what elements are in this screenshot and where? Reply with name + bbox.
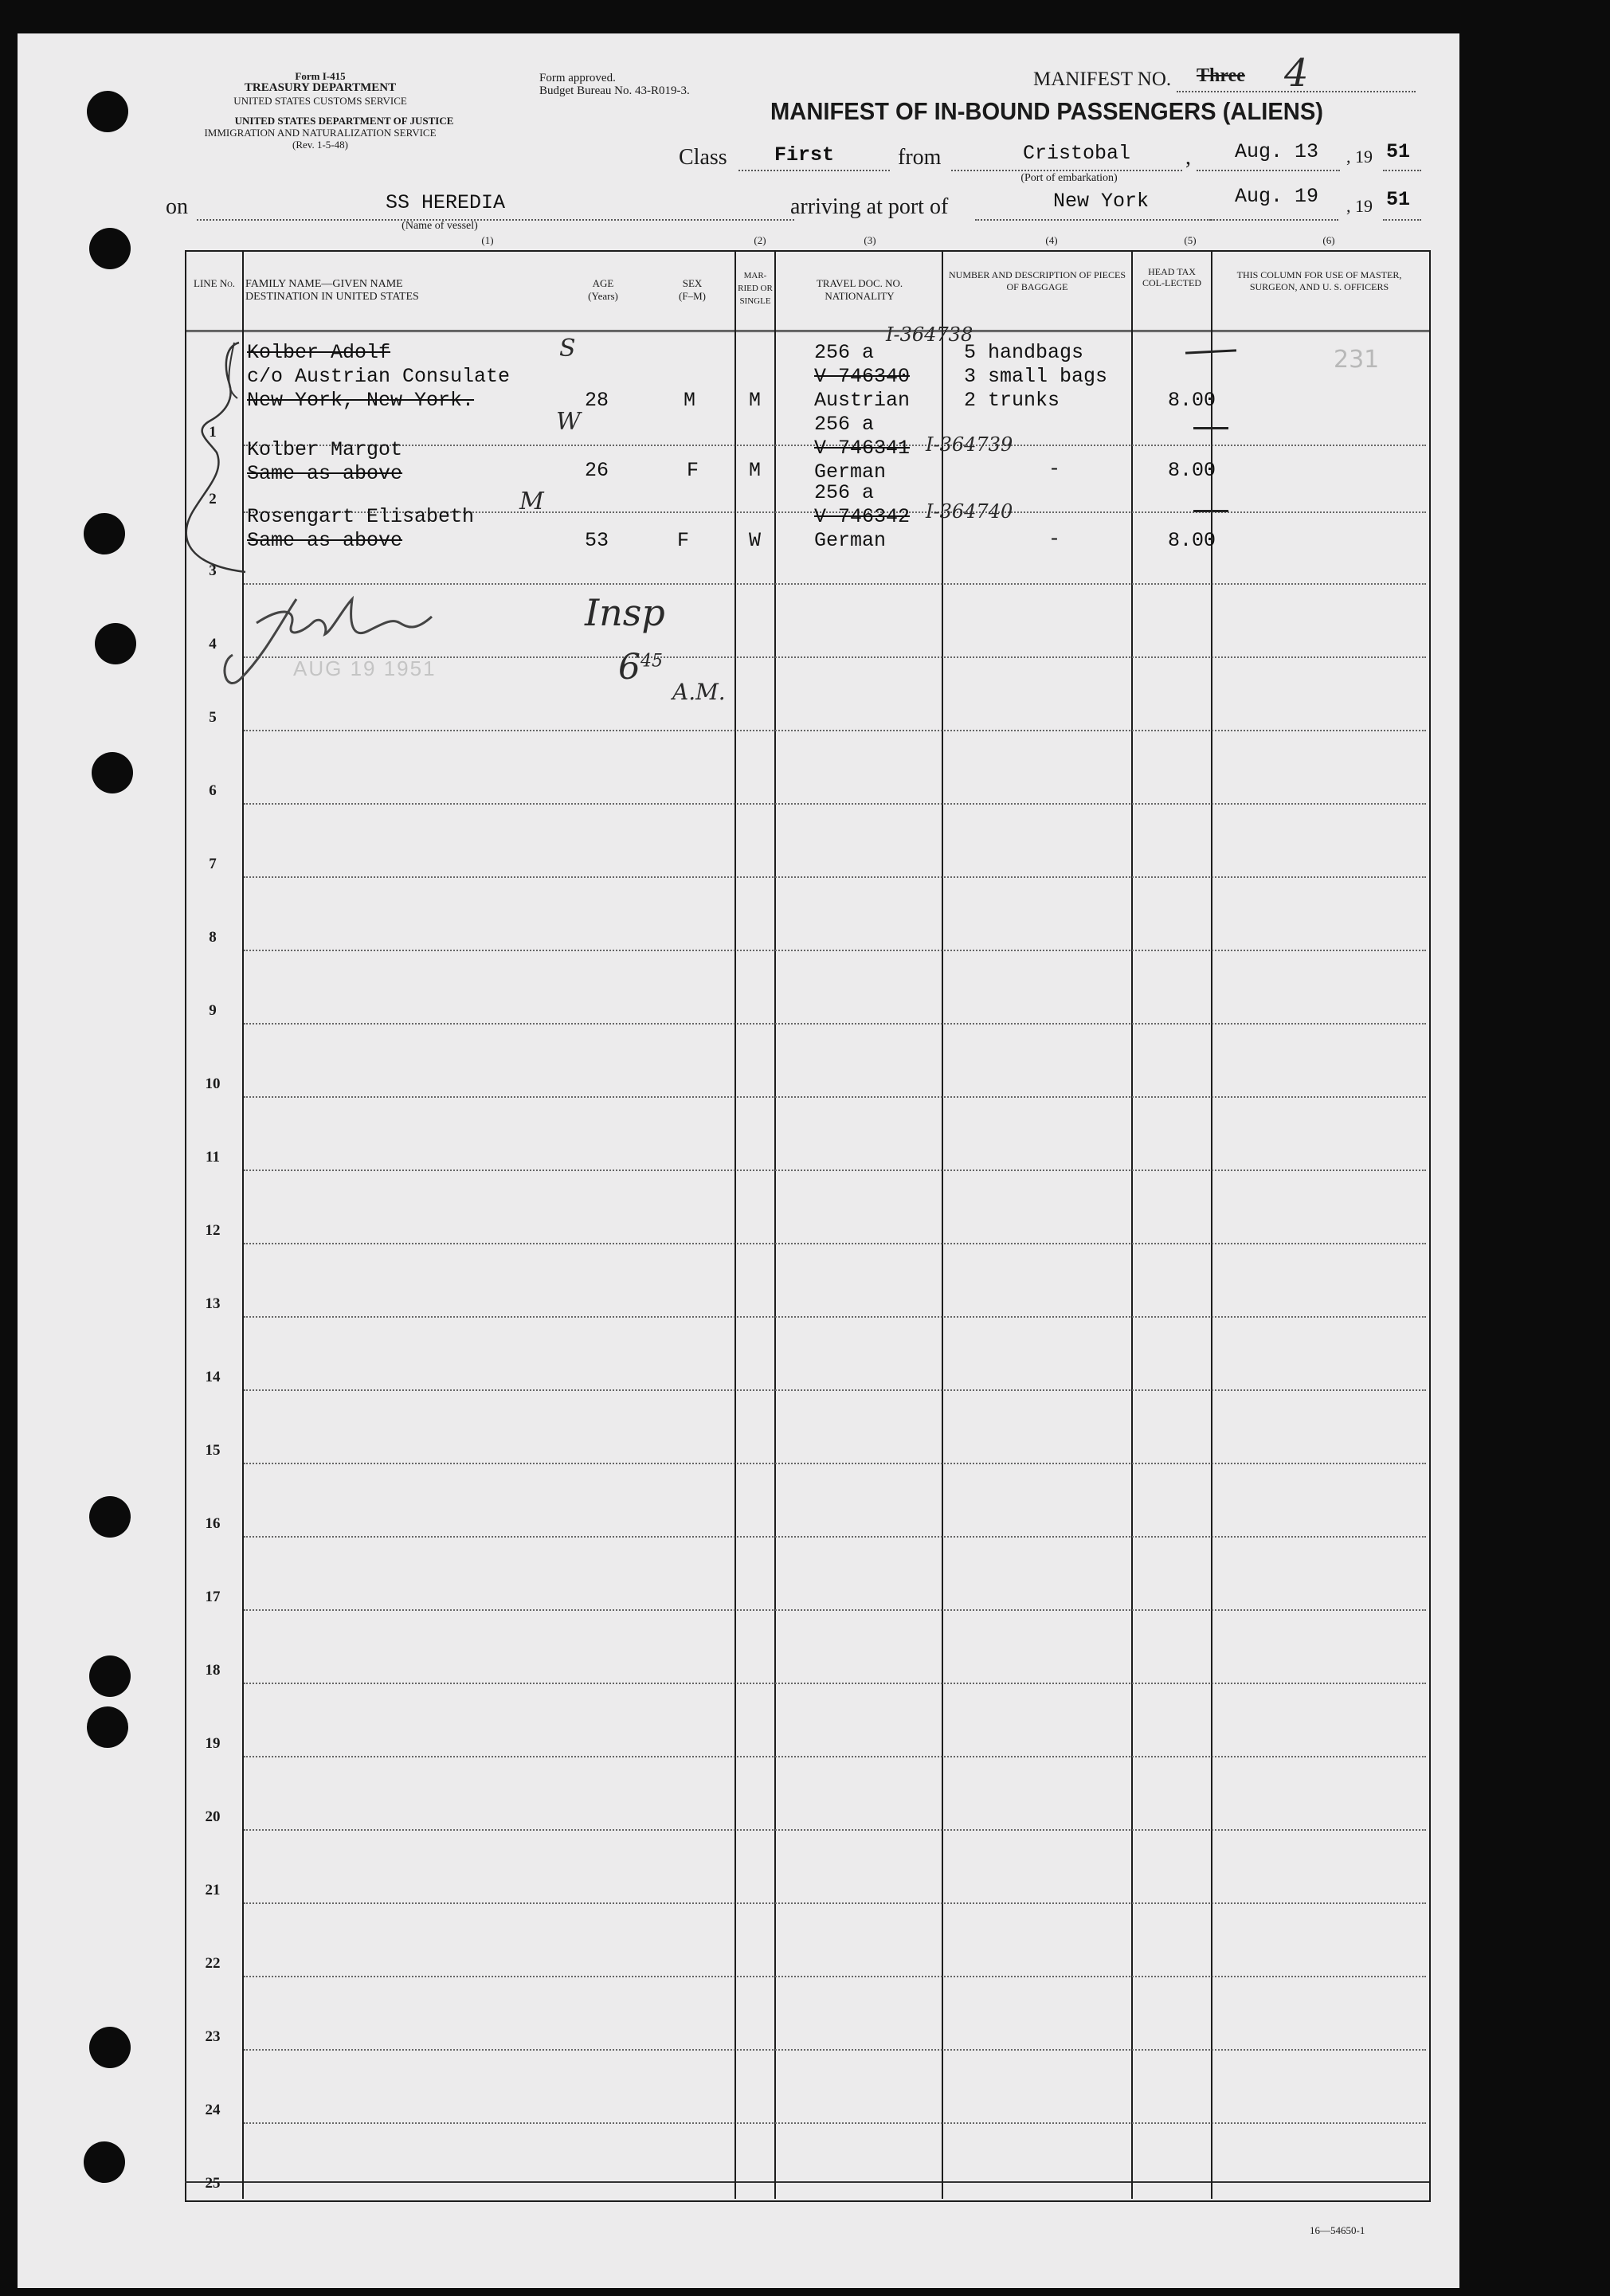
baggage-none: -: [1048, 457, 1061, 480]
tax-dash: [1193, 427, 1228, 429]
binder-hole: [95, 623, 136, 664]
customs-service: UNITED STATES CUSTOMS SERVICE: [233, 95, 407, 107]
col-num-6: (6): [1322, 234, 1335, 246]
officer-mark: 231: [1334, 346, 1380, 374]
travel-doc-i: I-364738: [886, 323, 973, 346]
line-number: 3: [209, 562, 217, 579]
baggage-item: 3 small bags: [964, 365, 1108, 388]
passenger-name: Rosengart Elisabeth: [247, 505, 475, 528]
manifest-page: [18, 33, 1459, 2288]
head-tax: 8.00: [1168, 459, 1216, 482]
passenger-sex: M: [684, 389, 696, 412]
binder-hole: [89, 2027, 131, 2068]
header-sex: SEX: [682, 277, 703, 289]
row-rule: [244, 1829, 1426, 1831]
header-officers: THIS COLUMN FOR USE OF MASTER, SURGEON, AND U. S. OFFICERS: [1236, 269, 1402, 292]
footer-code: 16—54650-1: [1310, 2224, 1365, 2236]
row-rule: [244, 950, 1426, 951]
manifest-number-handwritten: 4: [1284, 51, 1309, 96]
line-number: 15: [205, 1442, 221, 1459]
row-rule: [244, 1316, 1426, 1318]
inspection-time: [618, 647, 663, 688]
comma: ,: [1185, 145, 1191, 170]
baggage-item: 5 handbags: [964, 341, 1084, 364]
line-number: 12: [205, 1222, 221, 1239]
tax-dash: [1193, 510, 1228, 512]
header-head-tax: HEAD TAX COL-LECTED: [1142, 266, 1201, 288]
travel-doc-a: 256 a: [814, 341, 875, 364]
travel-doc-v: V 746340: [814, 365, 911, 388]
departure-year: 51: [1386, 140, 1411, 163]
manifest-number-struck: Three: [1197, 65, 1245, 86]
row-rule: [244, 1389, 1426, 1391]
col-num-3: (3): [864, 234, 876, 246]
from-value: Cristobal: [1023, 142, 1131, 165]
col-rule: [1131, 252, 1133, 2199]
arrival-year-prefix: , 19: [1346, 196, 1373, 216]
travel-doc-a: 256 a: [814, 413, 875, 436]
passenger-name: Kolber Adolf: [247, 341, 391, 364]
header-married: MAR-RIED OR SINGLE: [738, 271, 773, 306]
baggage-none: -: [1048, 527, 1061, 550]
travel-doc-v: V 746341: [814, 437, 911, 460]
header-age-unit: (Years): [588, 290, 618, 302]
inspection-am: A.M.: [672, 679, 726, 705]
line-number: 19: [205, 1735, 221, 1752]
form-number: Form I-415: [295, 70, 346, 82]
row-rule: [244, 2049, 1426, 2051]
row-rule: [244, 1609, 1426, 1611]
passenger-nationality: German: [814, 529, 887, 552]
passenger-marital: M: [749, 389, 762, 412]
passenger-nationality: Austrian: [814, 389, 911, 412]
line-number: 14: [205, 1369, 221, 1385]
header-destination: DESTINATION IN UNITED STATES: [245, 291, 419, 303]
bottom-rule: [185, 2181, 1429, 2183]
date-stamp: AUG 19 1951: [293, 656, 437, 680]
col-rule: [774, 252, 776, 2199]
header-sex-unit: (F–M): [679, 290, 706, 302]
passenger-marital: M: [749, 459, 762, 482]
arrival-year: 51: [1386, 188, 1411, 211]
line-number: 9: [209, 1002, 217, 1019]
travel-doc-v: V 746342: [814, 505, 911, 528]
header-baggage: NUMBER AND DESCRIPTION OF PIECES OF BAGGAGE: [948, 269, 1126, 292]
departure-year-prefix-text: 19: [1355, 147, 1373, 167]
binder-hole: [87, 1706, 128, 1748]
passenger-marital: W: [749, 529, 762, 552]
departure-date: Aug. 13: [1235, 140, 1319, 163]
row-rule: [244, 1463, 1426, 1464]
col-num-5: (5): [1184, 234, 1197, 246]
row-rule: [244, 1902, 1426, 1904]
line-number: 22: [205, 1955, 221, 1972]
line-number: 10: [205, 1076, 221, 1092]
budget-bureau: Budget Bureau No. 43-R019-3.: [539, 84, 690, 97]
binder-hole: [84, 2141, 125, 2183]
baggage-item: 2 trunks: [964, 389, 1060, 412]
line-number: 21: [205, 1882, 221, 1898]
line-number: 25: [205, 2175, 221, 2192]
passenger-mark: W: [556, 408, 581, 436]
line-number: 20: [205, 1808, 221, 1825]
passenger-destination: Same as above: [247, 462, 403, 485]
line-number: 17: [205, 1589, 221, 1605]
from-label: from: [898, 145, 942, 170]
row-rule: [244, 730, 1426, 731]
arrival-year-prefix-text: 19: [1355, 196, 1373, 216]
arrival-date: Aug. 19: [1235, 185, 1319, 208]
travel-doc-a: 256 a: [814, 481, 875, 504]
line-number: 13: [205, 1295, 221, 1312]
passenger-nationality: German: [814, 460, 887, 484]
line-number: 16: [205, 1515, 221, 1532]
passenger-name: Kolber Margot: [247, 438, 403, 461]
inspection-time-minutes: 45: [640, 651, 663, 672]
travel-doc-i: I-364740: [926, 500, 1013, 523]
passenger-mark: S: [559, 335, 576, 362]
binder-hole: [84, 513, 125, 554]
header-nationality: NATIONALITY: [825, 290, 895, 302]
passenger-destination: c/o Austrian Consulate: [247, 365, 511, 388]
row-rule: [244, 803, 1426, 805]
row-rule: [244, 1096, 1426, 1098]
row-rule: [244, 1243, 1426, 1244]
revision: (Rev. 1-5-48): [292, 139, 348, 151]
row-rule: [244, 1170, 1426, 1171]
row-rule: [244, 876, 1426, 878]
header-line-no: LINE No.: [194, 277, 235, 289]
passenger-age: 26: [585, 459, 609, 482]
row-rule: [244, 1536, 1426, 1538]
justice-dept: UNITED STATES DEPARTMENT OF JUSTICE: [234, 115, 454, 127]
binder-hole: [87, 91, 128, 132]
passenger-sex: F: [677, 529, 690, 552]
vessel-name: SS HEREDIA: [386, 191, 506, 214]
col-rule: [734, 252, 736, 2199]
class-label: Class: [679, 145, 727, 170]
binder-hole: [89, 228, 131, 269]
passenger-destination: New York, New York.: [247, 389, 475, 412]
col-rule: [942, 252, 943, 2199]
line-number: 23: [205, 2028, 221, 2045]
head-tax: 8.00: [1168, 389, 1216, 412]
manifest-title: MANIFEST OF IN-BOUND PASSENGERS (ALIENS): [770, 97, 1323, 125]
binder-hole: [89, 1655, 131, 1697]
line-number: 6: [209, 782, 217, 799]
vessel-caption: (Name of vessel): [402, 220, 478, 232]
manifest-number-label: MANIFEST NO.: [1033, 69, 1172, 90]
arrival-port: New York: [1053, 190, 1150, 213]
col-num-1: (1): [481, 234, 494, 246]
line-number: 7: [209, 856, 217, 872]
line-number: 24: [205, 2102, 221, 2118]
departure-year-prefix: , 19: [1346, 147, 1373, 167]
form-approved: Form approved.: [539, 72, 616, 84]
passenger-age: 28: [585, 389, 609, 412]
passenger-mark: M: [519, 488, 544, 515]
head-tax: 8.00: [1168, 529, 1216, 552]
travel-doc-i: I-364739: [926, 433, 1013, 456]
row-rule: [244, 2122, 1426, 2124]
line-number: 1: [209, 424, 217, 441]
col-num-2: (2): [754, 234, 766, 246]
passenger-age: 53: [585, 529, 609, 552]
bracket-mark: [161, 336, 257, 599]
line-number: 8: [209, 929, 217, 946]
row-rule: [244, 1023, 1426, 1025]
line-number: 5: [209, 709, 217, 726]
on-label: on: [166, 194, 188, 219]
line-number: 18: [205, 1662, 221, 1679]
row-rule: [244, 1683, 1426, 1684]
line-number: 11: [206, 1149, 220, 1166]
binder-hole: [89, 1496, 131, 1538]
arriving-label: arriving at port of: [790, 194, 949, 219]
row-rule: [244, 1976, 1426, 1977]
header-age: AGE: [592, 277, 614, 289]
ins-service: IMMIGRATION AND NATURALIZATION SERVICE: [204, 127, 437, 139]
inspection-time-hour: 6: [618, 647, 640, 688]
inspector-abbrev: Insp: [585, 591, 665, 634]
header-divider: [185, 330, 1429, 332]
row-rule: [244, 1756, 1426, 1757]
binder-hole: [92, 752, 133, 793]
port-embarkation-caption: (Port of embarkation): [1020, 172, 1118, 184]
line-number: 4: [209, 636, 217, 652]
passenger-destination: Same as above: [247, 529, 403, 552]
col-num-4: (4): [1045, 234, 1058, 246]
passenger-sex: F: [687, 459, 699, 482]
header-name: FAMILY NAME—GIVEN NAME: [245, 278, 403, 290]
class-value: First: [774, 143, 835, 167]
treasury-dept: TREASURY DEPARTMENT: [244, 81, 397, 94]
line-number: 2: [209, 491, 217, 507]
header-travel-doc: TRAVEL DOC. NO.: [816, 277, 903, 289]
